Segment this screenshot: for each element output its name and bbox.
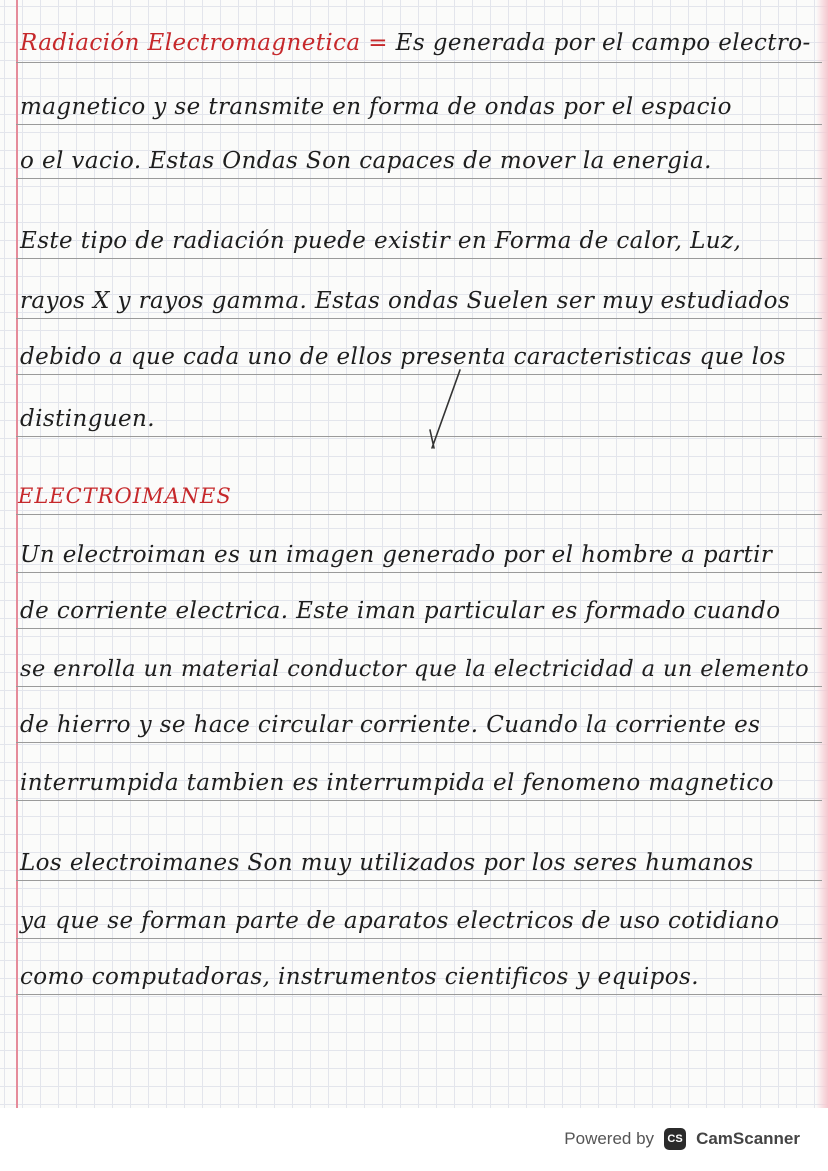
- underline: [16, 572, 822, 573]
- note-line: ya que se forman parte de aparatos electricos de uso cotidiano: [20, 908, 780, 934]
- underline: [16, 258, 822, 259]
- pen-stroke: [420, 360, 480, 460]
- note-line: magnetico y se transmite en forma de ondas por el espacio: [20, 94, 732, 120]
- note-line: o el vacio. Estas Ondas Son capaces de mover la energia.: [20, 148, 712, 174]
- underline: [16, 800, 822, 801]
- underline: [16, 62, 822, 63]
- margin-line: [16, 0, 18, 1108]
- underline: [16, 994, 822, 995]
- note-line: [20, 28, 820, 58]
- underline: [16, 686, 822, 687]
- note-line: distinguen.: [20, 406, 155, 432]
- underline: [16, 318, 822, 319]
- note-line: se enrolla un material conductor que la electricidad a un elemento: [20, 656, 810, 682]
- note-line: debido a que cada uno de ellos presenta caracteristicas que los: [20, 344, 786, 370]
- note-line: de corriente electrica. Este iman particular es formado cuando: [20, 598, 781, 624]
- underline: [16, 178, 822, 179]
- underline: [16, 124, 822, 125]
- note-line: como computadoras, instrumentos cientificos y equipos.: [20, 964, 699, 990]
- camscanner-watermark: [554, 1120, 810, 1158]
- underline: [16, 374, 822, 375]
- note-line: interrumpida tambien es interrumpida el fenomeno magnetico: [20, 770, 774, 796]
- note-line: Este tipo de radiación puede existir en Forma de calor, Luz,: [20, 228, 742, 254]
- underline: [16, 938, 822, 939]
- note-text: Es generada por el campo electro-: [395, 30, 811, 56]
- section-heading: ELECTROIMANES: [18, 484, 232, 508]
- underline: [16, 880, 822, 881]
- underline: [16, 514, 822, 515]
- powered-by-text: Powered by: [564, 1129, 655, 1148]
- camscanner-logo-icon: CS: [664, 1128, 686, 1150]
- brand-name: CamScanner: [696, 1129, 800, 1148]
- note-line: rayos X y rayos gamma. Estas ondas Suelen ser muy estudiados: [20, 288, 791, 314]
- underline: [16, 436, 822, 437]
- note-line: Un electroiman es un imagen generado por el hombre a partir: [20, 542, 773, 568]
- note-title: Radiación Electromagnetica =: [20, 30, 388, 56]
- note-line: de hierro y se hace circular corriente. Cuando la corriente es: [20, 712, 761, 738]
- underline: [16, 628, 822, 629]
- underline: [16, 742, 822, 743]
- note-line: Los electroimanes Son muy utilizados por los seres humanos: [20, 850, 754, 876]
